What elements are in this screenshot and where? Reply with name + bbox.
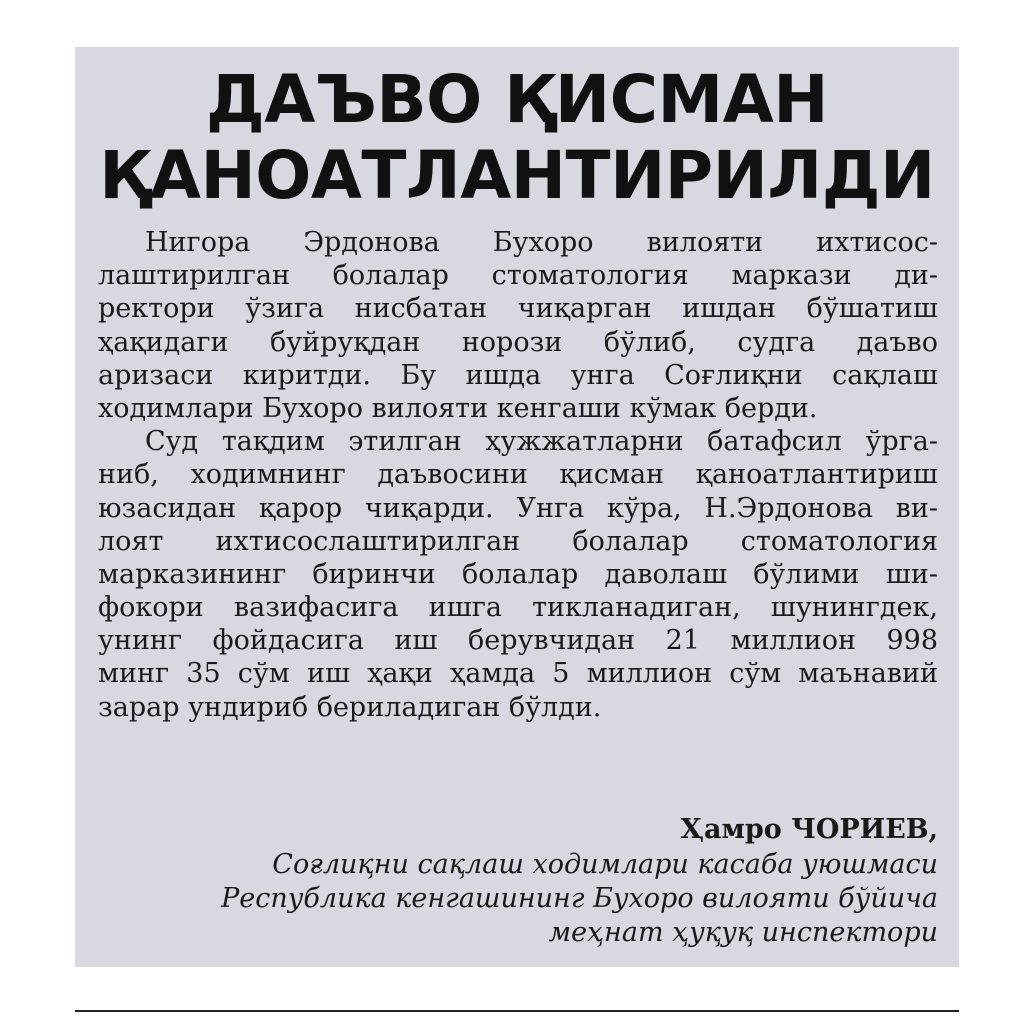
body-line: марказининг биринчи болалар даволаш бўлими ши- [98,558,938,590]
bottom-divider [75,1010,959,1012]
body-line: фокори вазифасига ишга тикланадиган, шунингдек, [98,592,938,624]
author-signature [221,812,938,950]
body-line: ҳақидаги буйруқдан норози бўлиб, судга даъво [98,326,938,358]
author-role-line: Соғлиқни сақлаш ходимлари касаба уюшмаси [272,849,938,880]
title-line: ҚАНОАТЛАНТИРИЛДИ [99,137,935,214]
body-line: Суд тақдим этилган ҳужжатларни батафсил ўрга- [145,426,938,458]
body-line: минг 35 сўм иш ҳақи ҳамда 5 миллион сўм маънавий [98,658,938,690]
body-line: унинг фойдасига иш берувчидан 21 миллион 998 [98,625,938,657]
body-line: ниб, ходимнинг даъвосини қисман қаноатлантириш [98,459,938,491]
body-line: Нигора Эрдонова Бухоро вилояти ихтисос- [145,227,938,258]
article-title [75,62,959,214]
body-line: ректори ўзига нисбатан чиқарган ишдан бўшатиш [98,293,938,325]
author-role-line: меҳнат ҳуқуқ инспектори [548,917,938,948]
body-line: лоят ихтисослаштирилган болалар стоматология [98,525,938,557]
body-line: ходимлари Бухоро вилояти кенгаши кўмак берди. [98,392,818,424]
body-line: юзасидан қарор чиқарди. Унга кўра, Н.Эрдонова ви- [98,492,938,524]
body-line: аризаси киритди. Бу ишда унга Соғлиқни сақлаш [98,359,938,391]
title-line: ДАЪВО ҚИСМАН [205,61,829,138]
author-name: Ҳамро ЧОРИЕВ, [680,814,938,845]
body-line: лаштирилган болалар стоматология маркази ди- [98,260,938,292]
article-body [98,226,938,724]
body-line: зарар ундириб бериладиган бўлди. [98,691,602,723]
author-role-line: Республика кенгашининг Бухоро вилояти бўйича [221,883,938,914]
